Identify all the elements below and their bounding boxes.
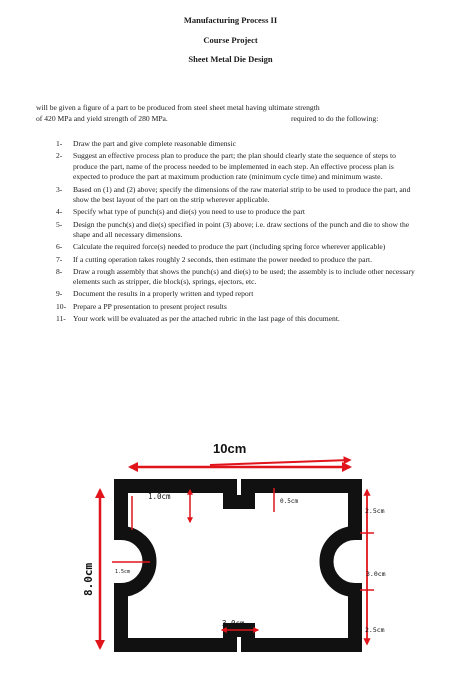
intro-line-1: will be given a figure of a part to be produced from steel sheet metal having ultimate strength — [36, 103, 320, 112]
item-number: 2- — [56, 151, 63, 161]
item-text: Draw the part and give complete reasonable dimensic — [73, 139, 236, 148]
right-top-label: 2.5cm — [365, 507, 385, 515]
right-mid-label: 3.0cm — [366, 570, 386, 578]
header-topic: Sheet Metal Die Design — [188, 54, 273, 64]
item-number: 11- — [56, 313, 66, 323]
notch-depth-label: 0.5cm — [255, 483, 269, 488]
item-number: 1- — [56, 139, 63, 148]
item-number: 7- — [56, 254, 63, 264]
item-number: 3- — [56, 184, 63, 194]
item-number: 4- — [56, 207, 63, 217]
notch-width-label: 0.5cm — [280, 498, 299, 505]
item-number: 10- — [56, 301, 67, 311]
item-text: Suggest an effective process plan to produce the part; the plan should clearly state the sequence of steps to produce the part, name of the process needed to be implemented in each step. An effective process plan is expected to produce the part at maximum production rate (minimum cycle time) and minimum waste. — [73, 151, 396, 182]
item-text: Based on (1) and (2) above; specify the dimensions of the raw material strip to be used to produce the part, and show the best layout of the part on the strip wherever applicable. — [73, 184, 411, 205]
top-left-label: 1.0cm — [148, 492, 171, 501]
item-number: 6- — [56, 242, 63, 252]
height-label: 8.0cm — [82, 562, 95, 596]
item-number: 9- — [56, 289, 63, 299]
header-subtitle: Course Project — [203, 35, 258, 45]
item-text: Document the results in a properly written and typed report — [73, 289, 254, 299]
item-number: 8- — [56, 266, 63, 276]
bottom-label: 3.0cm — [222, 619, 245, 628]
intro-line-2-left: of 420 MPa and yield strength of 280 MPa. — [36, 114, 168, 123]
header-title: Manufacturing Process II — [183, 15, 278, 25]
left-radius-label: 1.5cm — [115, 569, 131, 575]
item-text: Calculate the required force(s) needed to produce the part (including spring force wherever applicable) — [73, 242, 386, 252]
width-dimension-line-upper — [210, 460, 350, 465]
item-text: Prepare a PP presentation to present project results — [73, 301, 227, 311]
item-text: Specify what type of punch(s) and die(s) you need to use to produce the part — [73, 207, 305, 217]
item-text: If a cutting operation takes roughly 2 seconds, then estimate the power needed to produce the part. — [73, 254, 373, 264]
width-label: 10cm — [213, 441, 247, 456]
intro-line-2-right: required to do the following: — [291, 114, 379, 123]
item-text: Design the punch(s) and die(s) specified in point (3) above; i.e. draw sections of the punch and die to show the shape and all necessary dimensions. — [73, 219, 410, 240]
right-bottom-label: 2.5cm — [365, 626, 385, 634]
item-text: Draw a rough assembly that shows the punch(s) and die(s) to be used; the assembly is to include other necessary elements such as stripper, die block(s), springs, ejectors, etc. — [73, 266, 415, 287]
item-number: 5- — [56, 219, 63, 229]
item-text: Your work will be evaluated as per the attached rubric in the last page of this document. — [73, 313, 340, 323]
